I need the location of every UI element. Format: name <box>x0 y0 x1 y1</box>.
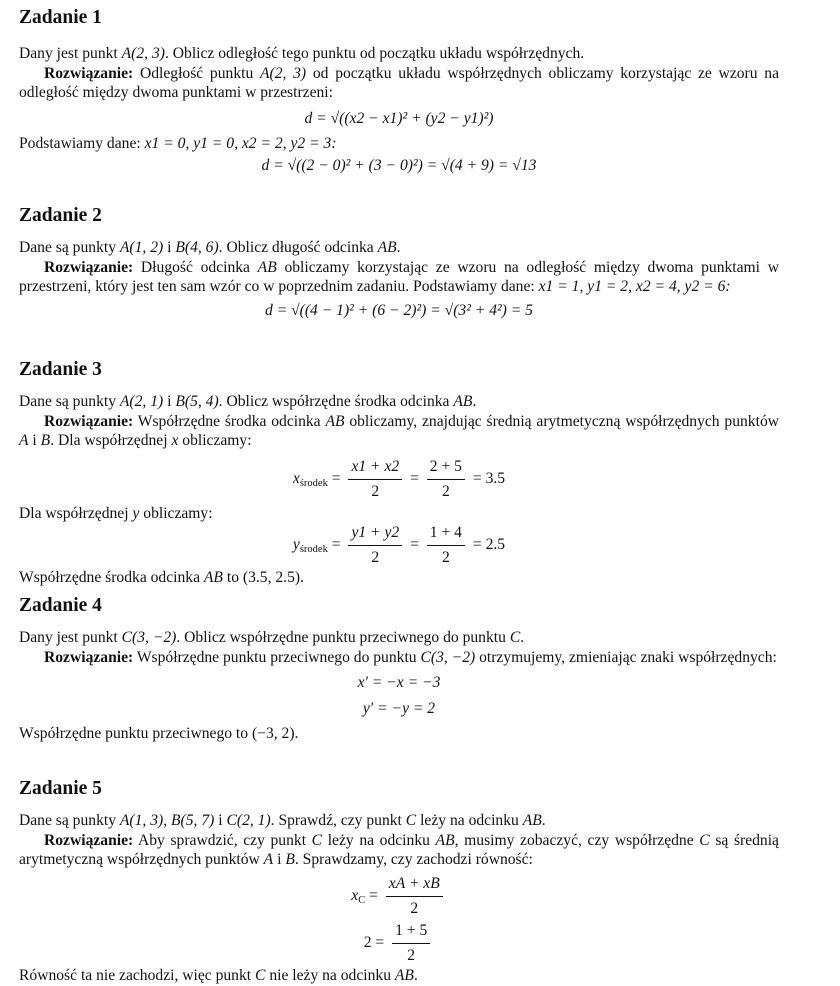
task-3-title: Zadanie 3 <box>19 359 102 380</box>
task-3-y-label: Dla współrzędnej y obliczamy: <box>19 504 213 522</box>
task-4-eq-y: y′ = −y = 2 <box>362 699 436 717</box>
task-3 <box>19 358 779 588</box>
solution-label: Rozwiązanie: <box>44 258 134 276</box>
solution-label: Rozwiązanie: <box>44 412 134 430</box>
task-4-problem: Dany jest punkt C(3, −2). Oblicz współrzędne punktu przeciwnego do punktu C. <box>19 629 525 646</box>
task-4-conclusion: Współrzędne punktu przeciwnego to (−3, 2). <box>19 725 299 742</box>
solution-label: Rozwiązanie: <box>44 648 134 666</box>
task-3-x-formula: xśrodek = $\frac{x1 + x2}{2}$ = $\frac{2 + 5}{2}$ = 3.5 <box>292 457 506 500</box>
fraction: $\frac{1 + 5}{2}$ <box>392 921 430 966</box>
fraction: $\frac{y1 + y2}{2}$ <box>348 523 402 568</box>
task-3-conclusion: Współrzędne środka odcinka AB to (3.5, 2.5). <box>19 569 304 586</box>
task-1 <box>19 6 779 175</box>
fraction: $\frac{2 + 5}{2}$ <box>427 457 465 502</box>
task-4 <box>19 594 779 744</box>
fraction: $\frac{1 + 4}{2}$ <box>427 523 465 568</box>
task-2-problem: Dane są punkty A(1, 2) i B(4, 6). Oblicz długość odcinka AB. <box>19 239 401 256</box>
task-1-title: Zadanie 1 <box>19 7 102 28</box>
task-5-eq-check: 2 = $\frac{1 + 5}{2}$ <box>19 921 779 966</box>
task-1-result: d = √((2 − 0)² + (3 − 0)²) = √(4 + 9) = √13 <box>261 156 537 174</box>
task-3-solution: Rozwiązanie: Współrzędne środka odcinka AB obliczamy, znajdując średnią arytmetyczną współrzędnych punktów A i B. Dla współrzędnej x obliczamy: <box>19 412 779 449</box>
task-4-title: Zadanie 4 <box>19 595 102 616</box>
task-5-problem: Dane są punkty A(1, 3), B(5, 7) i C(2, 1). Sprawdź, czy punkt C leży na odcinku AB. <box>19 812 546 829</box>
task-1-formula: d = √((x2 − x1)² + (y2 − y1)²) <box>304 109 494 127</box>
fraction: $\frac{x1 + x2}{2}$ <box>348 457 402 502</box>
task-2-result: d = √((4 − 1)² + (6 − 2)²) = √(3² + 4²) = 5 <box>265 301 533 319</box>
task-4-solution: Rozwiązanie: Współrzędne punktu przeciwnego do punktu C(3, −2) otrzymujemy, zmieniając znaki współrzędnych: <box>44 648 777 666</box>
task-5-conclusion: Równość ta nie zachodzi, więc punkt C nie leży na odcinku AB. <box>19 966 418 984</box>
task-4-eq-x: x′ = −x = −3 <box>357 674 441 691</box>
task-5-solution: Rozwiązanie: Aby sprawdzić, czy punkt C leży na odcinku AB, musimy zobaczyć, czy współrzędne C są średnią arytmetyczną współrzędnych punktów A i B. Sprawdzamy, czy zachodzi równość: <box>19 831 779 868</box>
solution-label: Rozwiązanie: <box>44 831 134 849</box>
task-1-problem: Dany jest punkt A(2, 3). Oblicz odległość tego punktu od początku układu współrzędnych. <box>19 45 585 62</box>
task-1-substitute: Podstawiamy dane: x1 = 0, y1 = 0, x2 = 2, y2 = 3: <box>19 135 337 152</box>
fraction: $\frac{xA + xB}{2}$ <box>386 874 443 919</box>
task-2-solution: Rozwiązanie: Długość odcinka AB obliczamy korzystając ze wzoru na odległość między dwoma punktami w przestrzeni, który jest ten sam wzór co w poprzednim zadaniu. Podstawiamy dane: x1 = 1, y1 = 2, x2 = 4, y2 = 6: <box>19 258 779 295</box>
task-1-solution: Rozwiązanie: Odległość punktu A(2, 3) od początku układu współrzędnych obliczamy korzystając ze wzoru na odległość między dwoma punktami w przestrzeni: <box>19 64 779 101</box>
task-5 <box>19 777 779 985</box>
task-3-problem: Dane są punkty A(2, 1) i B(5, 4). Oblicz współrzędne środka odcinka AB. <box>19 393 477 410</box>
task-5-title: Zadanie 5 <box>19 778 102 799</box>
solution-label: Rozwiązanie: <box>44 64 134 82</box>
task-2-title: Zadanie 2 <box>19 205 102 226</box>
task-5-eq-xc: xC = $\frac{xA + xB}{2}$ <box>19 874 779 919</box>
task-3-y-formula: yśrodek = $\frac{y1 + y2}{2}$ = $\frac{1 + 4}{2}$ = 2.5 <box>292 524 506 566</box>
task-2 <box>19 204 779 320</box>
